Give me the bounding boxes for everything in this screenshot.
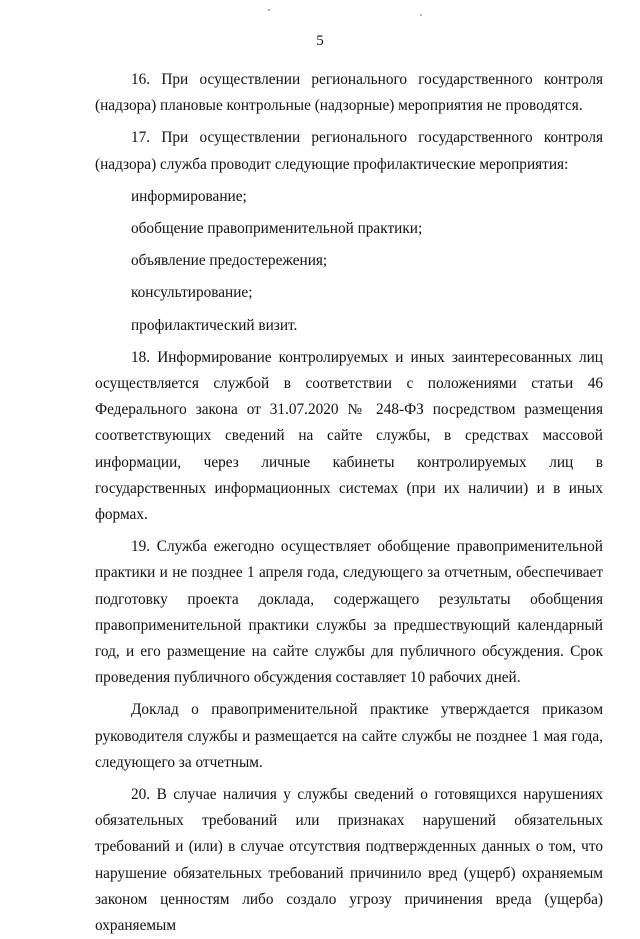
paragraph-20: 20. В случае наличия у службы сведений о готовящихся нарушениях обязательных требований или признаках нарушений обязательных требований и (или) в случае отсутствия подтвержденных данных о том, что нарушение обязательных требований причинило вред (ущерб) охраняемым законом ценностям либо создало угрозу причинения вреда (ущерба) охраняемым	[95, 786, 603, 935]
paragraph-19: 19. Служба ежегодно осуществляет обобщение правоприменительной практики и не позднее 1 апреля года, следующего за отчетным, обеспечивает подготовку проекта доклада, содержащего результаты обобщения правоприменительной практики службы за предшествующий календарный год, и его размещение на сайте службы для публичного обсуждения. Срок проведения публичного обсуждения составляет 10 рабочих дней.	[95, 538, 603, 687]
list-item: информирование;	[131, 187, 247, 205]
paragraph-17: 17. При осуществлении регионального государственного контроля (надзора) служба проводит следующие профилактические мероприятия:	[95, 129, 603, 173]
document-body	[95, 67, 603, 939]
paragraph-18: 18. Информирование контролируемых и иных заинтересованных лиц осуществляется службой в соответствии с положениями статьи 46 Федерального закона от 31.07.2020 № 248-ФЗ посредством размещения соответствующих сведений на сайте службы, в средствах массовой информации, через личные кабинеты контролируемых лиц в государственных информационных системах (при их наличии) и в иных формах.	[95, 348, 603, 524]
scan-speck	[420, 14, 422, 16]
page-number: 5	[316, 33, 324, 49]
list-item: обобщение правоприменительной практики;	[131, 220, 423, 238]
list-item: объявление предостережения;	[131, 252, 328, 270]
paragraph-19-report: Доклад о правоприменительной практике утверждается приказом руководителя службы и размещается на сайте службы не позднее 1 мая года, следующего за отчетным.	[95, 701, 603, 771]
list-item: консультирование;	[131, 284, 253, 302]
scan-speck	[268, 9, 270, 11]
list-item: профилактический визит.	[131, 316, 298, 334]
paragraph-16: 16. При осуществлении регионального государственного контроля (надзора) плановые контрольные (надзорные) мероприятия не проводятся.	[95, 71, 603, 115]
